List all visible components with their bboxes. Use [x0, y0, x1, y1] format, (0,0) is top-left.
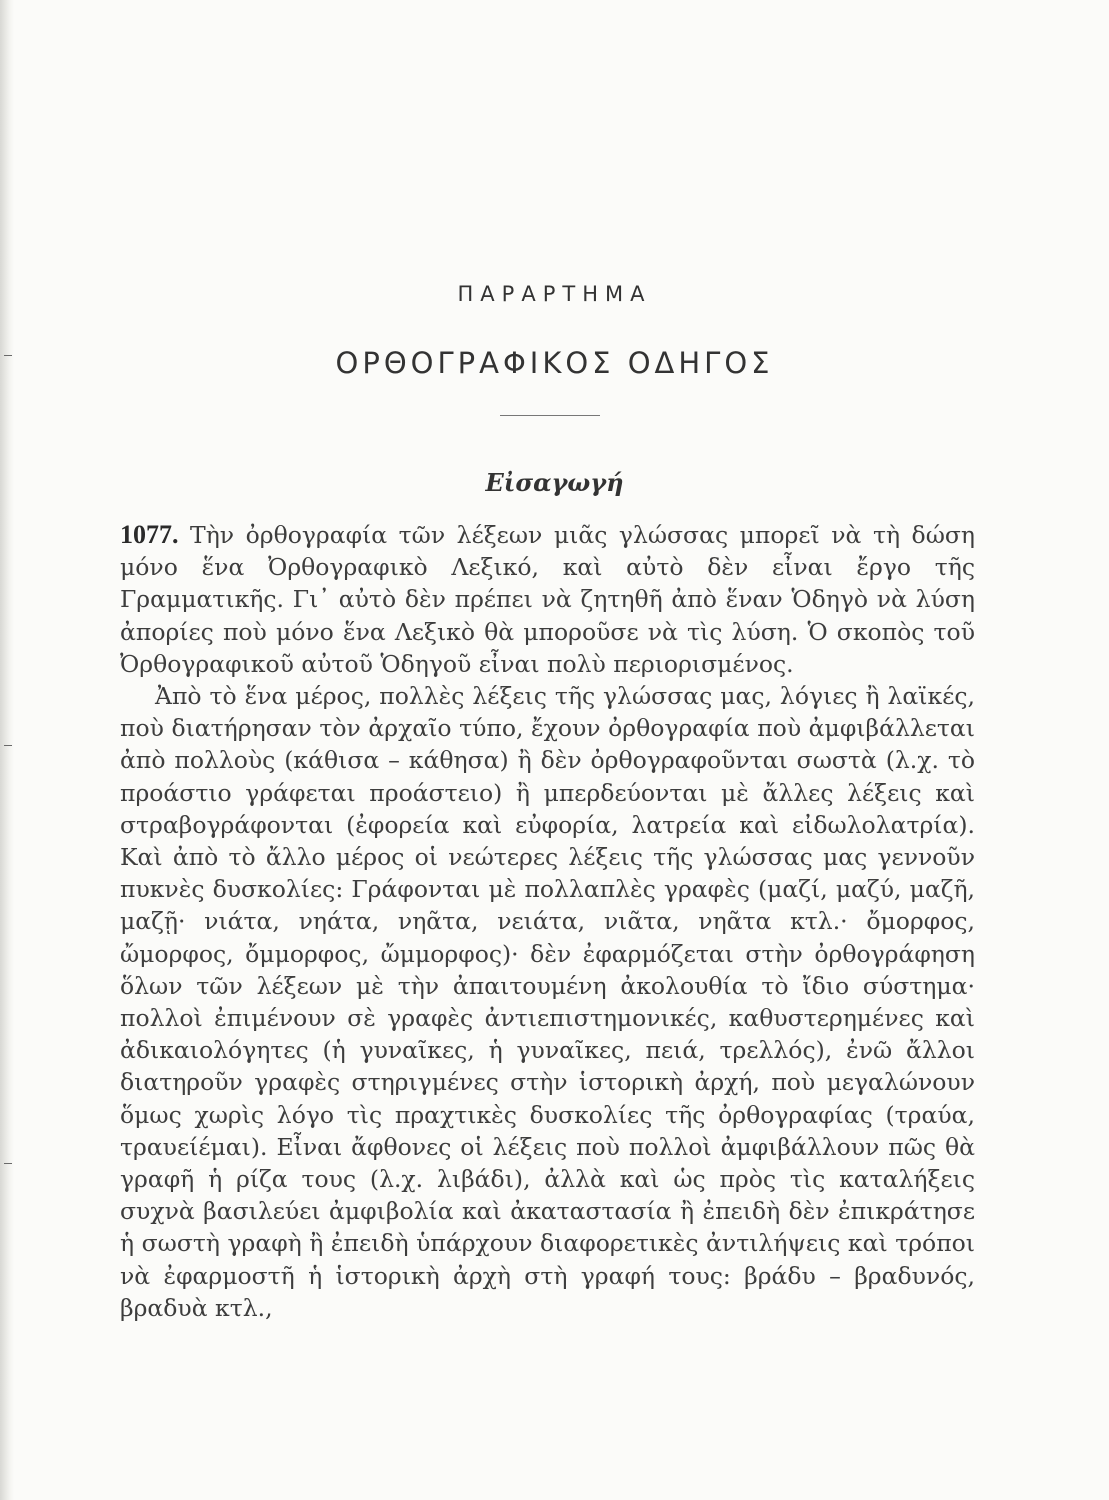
- body-text: [120, 519, 975, 1324]
- section-title: Εἰσαγωγή: [485, 468, 624, 497]
- paragraph-1-text: Τὴν ὀρθογραφία τῶν λέξεων μιᾶς γλώσσας μπορεῖ νὰ τὴ δώση μόνο ἕνα Ὀρθογραφικὸ Λεξικό, καὶ αὐτὸ δὲν εἶναι ἔργο τῆς Γραμματικῆς. Γι᾽ αὐτὸ δὲν πρέπει νὰ ζητηθῆ ἀπὸ ἕναν Ὁδηγὸ νὰ λύση ἀπορίες ποὺ μόνο ἕνα Λεξικὸ θὰ μποροῦσε νὰ τὶς λύση. Ὁ σκοπὸς τοῦ Ὀρθογραφικοῦ αὐτοῦ Ὁδηγοῦ εἶναι πολὺ περιορισμένος.: [120, 521, 975, 678]
- paragraph-1: [120, 519, 975, 680]
- title-divider: [500, 415, 600, 416]
- margin-mark: [4, 1163, 12, 1164]
- paragraph-2: [120, 680, 975, 1324]
- page-binding-edge: [0, 0, 14, 1500]
- paragraph-number: 1077.: [120, 520, 179, 549]
- paragraph-2-text: Ἀπὸ τὸ ἕνα μέρος, πολλὲς λέξεις τῆς γλώσσας μας, λόγιες ἢ λαϊκές, ποὺ διατήρησαν τὸν ἀρχαῖο τύπο, ἔχουν ὀρθογραφία ποὺ ἀμφιβάλλεται ἀπὸ πολλοὺς (κάθισα – κάθησα) ἢ δὲν ὀρθογραφοῦνται σωστὰ (λ.χ. τὸ προάστιο γράφεται προάστειο) ἢ μπερδεύονται μὲ ἄλλες λέξεις καὶ στραβογράφονται (ἐφορεία καὶ εὐφορία, λατρεία καὶ εἰδωλολατρία). Καὶ ἀπὸ τὸ ἄλλο μέρος οἱ νεώτερες λέξεις τῆς γλώσσας μας γεννοῦν πυκνὲς δυσκολίες: Γράφονται μὲ πολλαπλὲς γραφὲς (μαζί, μαζύ, μαζῆ, μαζῇ· νιάτα, νηάτα, νηᾶτα, νειάτα, νιᾶτα, νηᾶτα κτλ.· ὄμορφος, ὤμορφος, ὄμμορφος, ὤμμορφος)· δὲν ἐφαρμόζεται στὴν ὀρθογράφηση ὅλων τῶν λέξεων μὲ τὴν ἀπαιτουμένη ἀκολουθία τὸ ἴδιο σύστημα· πολλοὶ ἐπιμένουν σὲ γραφὲς ἀντιεπιστημονικές, καθυστερημένες καὶ ἀδικαιολόγητες (ἡ γυναῖκες, ἡ γυναῖκες, πειά, τρελλός), ἐνῶ ἄλλοι διατηροῦν γραφὲς στηριγμένες στὴν ἱστορικὴ ἀρχή, ποὺ μεγαλώνουν ὅμως χωρὶς λόγο τὶς πραχτικὲς δυσκολίες τῆς ὀρθογραφίας (τραύα, τραυείέμαι). Εἶναι ἄφθονες οἱ λέξεις ποὺ πολλοὶ ἀμφιβάλλουν πῶς θὰ γραφῆ ἡ ρίζα τους (λ.χ. λιβάδι), ἀλλὰ καὶ ὡς πρὸς τὶς καταλήξεις συχνὰ βασιλεύει ἀμφιβολία καὶ ἀκαταστασία ἢ ἐπειδὴ δὲν ἐπικράτησε ἡ σωστὴ γραφὴ ἢ ἐπειδὴ ὑπάρχουν διαφορετικὲς ἀντιλήψεις καὶ τρόποι νὰ ἐφαρμοστῆ ἡ ἱστορικὴ ἀρχὴ στὴ γραφή τους: βράδυ – βραδυνός, βραδυὰ κτλ.,: [120, 682, 975, 1322]
- appendix-label: ΠΑΡΑΡΤΗΜΑ: [457, 282, 652, 306]
- margin-mark: [4, 745, 12, 746]
- page-title: ΟΡΘΟΓΡΑΦΙΚΟΣ ΟΔΗΓΟΣ: [335, 346, 774, 380]
